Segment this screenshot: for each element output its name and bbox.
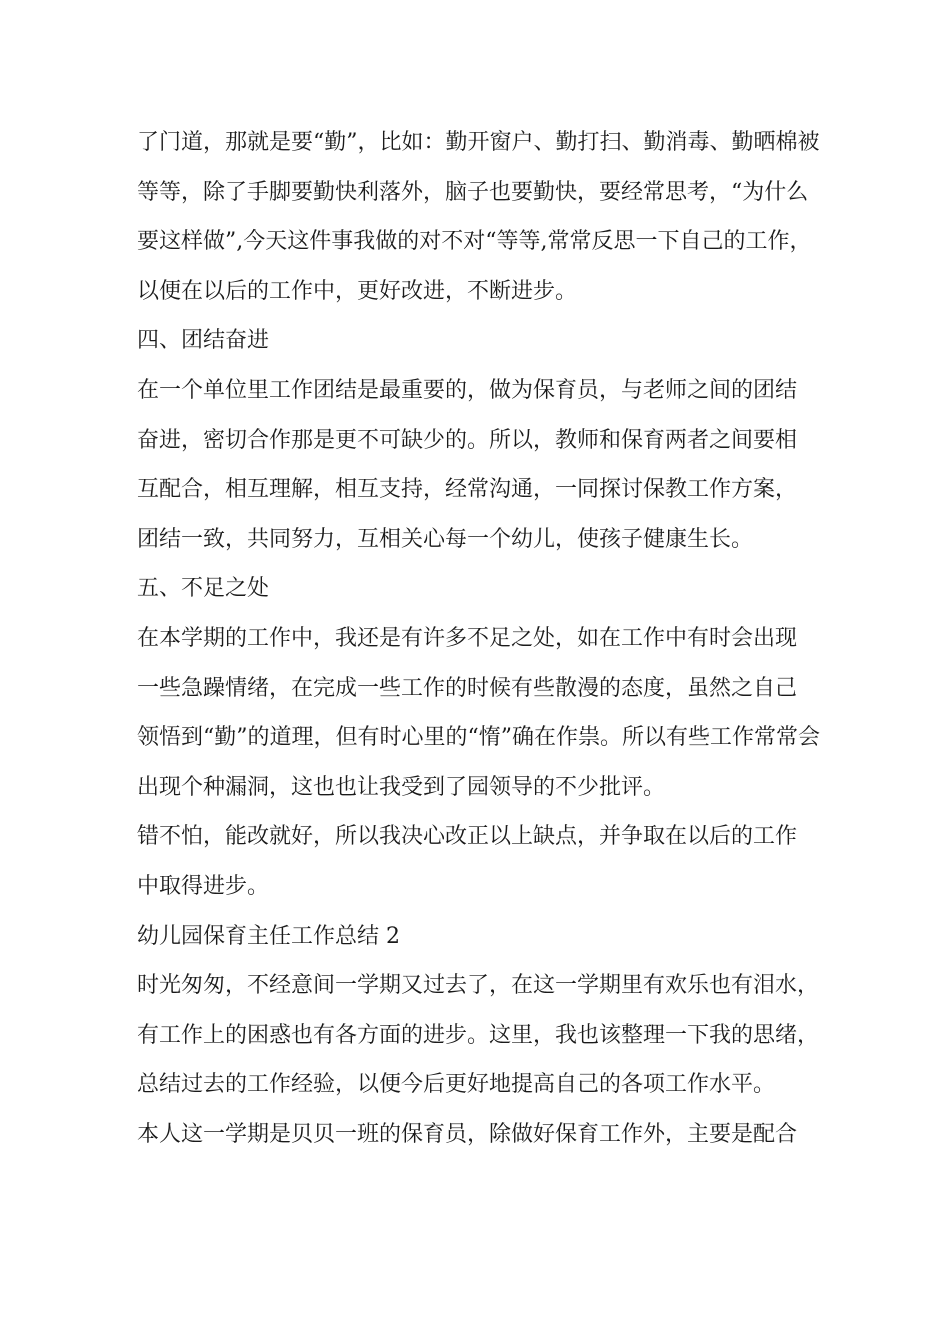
text-line: 有工作上的困惑也有各方面的进步。这里，我也该整理一下我的思绪， xyxy=(137,1022,820,1048)
text-line: 在一个单位里工作团结是最重要的，做为保育员，与老师之间的团结 xyxy=(137,377,798,403)
text-line: 以便在以后的工作中，更好改进，不断进步。 xyxy=(137,278,578,304)
document-title: 幼儿园保育主任工作总结 2 xyxy=(137,923,400,949)
text-line: 互配合，相互理解，相互支持，经常沟通，一同探讨保教工作方案， xyxy=(137,477,798,503)
text-line: 出现个种漏洞，这也也让我受到了园领导的不少批评。 xyxy=(137,774,666,800)
text-line: 团结一致，共同努力，互相关心每一个幼儿，使孩子健康生长。 xyxy=(137,526,754,552)
text-line: 错不怕，能改就好，所以我决心改正以上缺点，并争取在以后的工作 xyxy=(137,824,798,850)
text-line: 一些急躁情绪，在完成一些工作的时候有些散漫的态度，虽然之自己 xyxy=(137,675,798,701)
text-line: 在本学期的工作中，我还是有许多不足之处，如在工作中有时会出现 xyxy=(137,625,798,651)
text-line: 等等，除了手脚要勤快利落外，脑子也要勤快，要经常思考，“为什么 xyxy=(137,179,809,205)
text-line: 了门道，那就是要“勤”，比如：勤开窗户、勤打扫、勤消毒、勤晒棉被 xyxy=(137,130,820,155)
text-line: 本人这一学期是贝贝一班的保育员，除做好保育工作外，主要是配合 xyxy=(137,1121,798,1147)
text-line: 奋进，密切合作那是更不可缺少的。所以，教师和保育两者之间要相 xyxy=(137,427,798,453)
text-line: 中取得进步。 xyxy=(137,873,270,899)
text-line: 要这样做”,今天这件事我做的对不对“等等,常常反思一下自己的工作， xyxy=(137,229,812,255)
document-body xyxy=(137,118,837,1159)
text-line: 时光匆匆，不经意间一学期又过去了，在这一学期里有欢乐也有泪水， xyxy=(137,973,820,999)
text-line: 总结过去的工作经验，以便今后更好地提高自己的各项工作水平。 xyxy=(137,1072,776,1098)
section-heading: 四、团结奋进 xyxy=(137,328,270,354)
text-line: 领悟到“勤”的道理，但有时心里的“惰”确在作祟。所以有些工作常常会 xyxy=(137,725,820,751)
section-heading: 五、不足之处 xyxy=(137,576,270,602)
